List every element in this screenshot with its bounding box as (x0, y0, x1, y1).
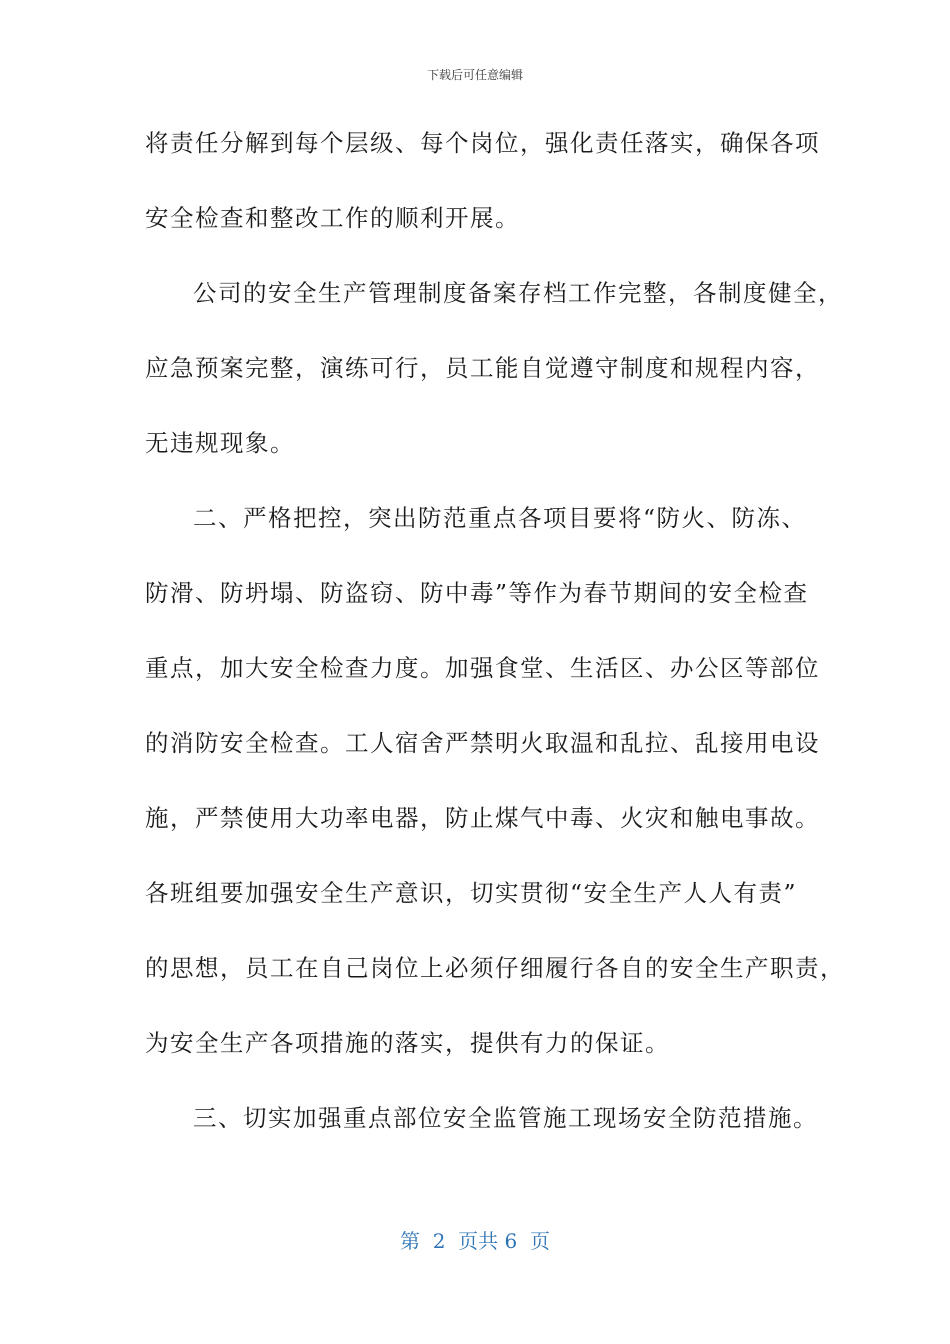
body-line: 重点，加大安全检查力度。加强食堂、生活区、办公区等部位 (145, 654, 820, 682)
page-number: 第 2 页共 6 页 (400, 1229, 550, 1253)
section-heading-2: 二、严格把控，突出防范重点各项目要将“防火、防冻、 (193, 504, 807, 532)
body-line: 各班组要加强安全生产意识，切实贯彻“安全生产人人有责” (145, 879, 798, 907)
body-line: 施，严禁使用大功率电器，防止煤气中毒、火灾和触电事故。 (145, 804, 820, 832)
body-line: 为安全生产各项措施的落实，提供有力的保证。 (145, 1029, 670, 1057)
body-line: 防滑、防坍塌、防盗窃、防中毒”等作为春节期间的安全检查 (145, 579, 809, 607)
section-heading-3: 三、切实加强重点部位安全监管施工现场安全防范措施。 (193, 1104, 818, 1132)
paragraph-first-line: 公司的安全生产管理制度备案存档工作完整，各制度健全， (193, 279, 843, 307)
body-line: 的思想，员工在自己岗位上必须仔细履行各自的安全生产职责， (145, 954, 845, 982)
body-line: 的消防安全检查。工人宿舍严禁明火取温和乱拉、乱接用电设 (145, 729, 820, 757)
body-line: 将责任分解到每个层级、每个岗位，强化责任落实，确保各项 (145, 129, 820, 157)
body-line: 安全检查和整改工作的顺利开展。 (145, 204, 520, 232)
body-line: 应急预案完整，演练可行，员工能自觉遵守制度和规程内容， (145, 354, 820, 382)
page-header: 下载后可任意编辑 (426, 68, 523, 82)
body-line: 无违规现象。 (145, 429, 295, 457)
